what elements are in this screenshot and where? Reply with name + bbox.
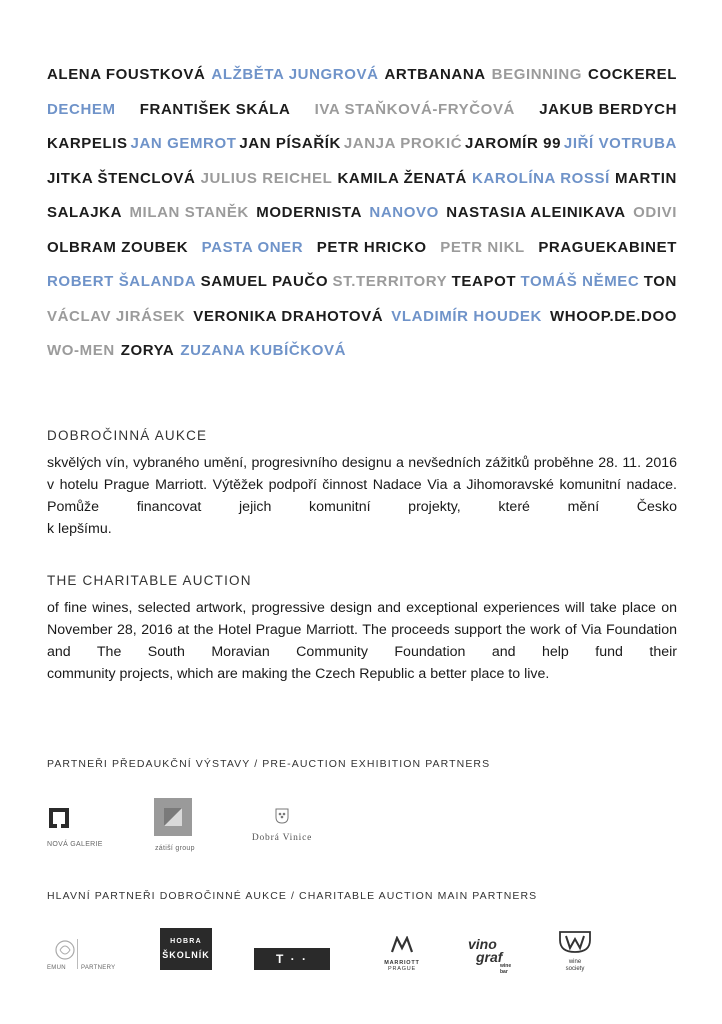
- artist-line: [47, 304, 677, 339]
- telekom-logo: [254, 948, 330, 970]
- wine-society-logo: [557, 930, 593, 973]
- artist-name: JAN PÍSAŘÍK: [239, 135, 341, 152]
- artist-name: KARPELIS: [47, 135, 128, 152]
- nova-galerie-logo: [47, 806, 103, 848]
- hobra-top-text: HOBRA: [170, 938, 202, 945]
- vinograf-bottom-text: graf: [476, 949, 503, 965]
- artist-name: WHOOP.DE.DOO: [550, 307, 677, 325]
- artist-name: JAN GEMROT: [130, 135, 237, 152]
- hobra-skolnik-logo: [160, 928, 212, 970]
- artist-line: [47, 131, 677, 166]
- english-section-title: THE CHARITABLE AUCTION: [47, 573, 252, 588]
- artist-line: [47, 200, 677, 235]
- artist-name: NANOVO: [369, 204, 439, 221]
- artist-name: ZUZANA KUBÍČKOVÁ: [180, 342, 347, 359]
- artist-name: VLADIMÍR HOUDEK: [391, 307, 542, 325]
- artist-line: [47, 62, 677, 97]
- telekom-mark-text: T · ·: [276, 952, 308, 966]
- zatisi-caption: zátiší group: [155, 845, 195, 852]
- artist-name: MILAN STANĚK: [129, 204, 249, 221]
- artist-name: PRAGUEKABINET: [538, 238, 677, 256]
- artist-name: TOMÁŠ NĚMEC: [520, 273, 640, 290]
- artist-name: JITKA ŠTENCLOVÁ: [47, 169, 196, 187]
- artist-name: TON: [643, 273, 677, 290]
- artist-name: KAMILA ŽENATÁ: [337, 169, 467, 187]
- nova-galerie-mark-icon: [47, 806, 71, 830]
- artist-name: NASTASIA ALEINIKAVA: [446, 204, 626, 221]
- artist-name: PETR HRICKO: [316, 238, 427, 256]
- artist-name: WO-MEN: [47, 342, 115, 359]
- english-paragraph-last: community projects, which are making the Czech Republic a better place to live.: [47, 666, 550, 682]
- artist-line: [47, 269, 677, 304]
- artist-name: PASTA ONER: [201, 238, 304, 256]
- wine-society-sub-caption: society: [565, 966, 585, 972]
- artist-name: ODIVI: [633, 204, 677, 221]
- czech-paragraph: [47, 452, 677, 540]
- english-paragraph: [47, 597, 677, 685]
- marriott-sub-caption: PRAGUE: [387, 966, 417, 972]
- zatisi-mark-icon: [154, 798, 192, 836]
- emun-partnery-caption: PARTNERY: [81, 965, 116, 971]
- english-paragraph-main: of fine wines, selected artwork, progressive design and exceptional experiences will take place on November 28, 2016 at the Hotel Prague Marriott. The proceeds support the work of Via Foundation and The South Moravian Community Foundation and help fund their: [47, 600, 677, 660]
- emun-crest-icon: [53, 938, 77, 962]
- emun-caption: EMUN: [47, 965, 66, 971]
- artist-name: ROBERT ŠALANDA: [47, 273, 197, 290]
- artist-name: DECHEM: [47, 100, 116, 118]
- artist-name: FRANTIŠEK SKÁLA: [139, 100, 291, 118]
- marriott-logo: [377, 936, 427, 972]
- artist-name: JAKUB BERDYCH: [539, 100, 677, 118]
- artist-name: ARTBANANA: [384, 66, 486, 83]
- emun-divider: [77, 939, 78, 969]
- artist-name: PETR NIKL: [440, 238, 525, 256]
- wine-society-w-icon: [558, 930, 592, 954]
- artist-name: BEGINNING: [491, 66, 583, 83]
- marriott-m-icon: [390, 936, 414, 954]
- marriott-caption: MARRIOTT: [384, 960, 420, 966]
- vinograf-logo: [468, 936, 518, 975]
- dobra-vinice-logo: [246, 808, 318, 843]
- artist-name: MARTIN: [615, 169, 677, 187]
- artist-line: [47, 235, 677, 270]
- artist-name: JANJA PROKIĆ: [343, 135, 463, 152]
- artist-line: [47, 97, 677, 132]
- artist-name: ZORYA: [120, 342, 175, 359]
- vinograf-sub-text: wine bar: [500, 963, 512, 975]
- artist-name: IVA STAŇKOVÁ-FRYČOVÁ: [314, 100, 515, 118]
- artist-name: ALŽBĚTA JUNGROVÁ: [211, 66, 379, 83]
- czech-paragraph-main: skvělých vín, vybraného umění, progresivního designu a nevšedních zážitků proběhne 28. 11. 2016 v hotelu Prague Marriott. Výtěžek podpoří činnost Nadace Via a Jihomoravské komunitní nadace. Pomůže financovat jejich komunitní projekty, které mění Česko: [47, 455, 677, 515]
- artist-name: COCKEREL: [588, 66, 677, 83]
- artist-name: TEAPOT: [451, 273, 517, 290]
- artist-name: JIŘÍ VOTRUBA: [563, 135, 677, 152]
- artist-name: JULIUS REICHEL: [200, 169, 333, 187]
- vinograf-top-text: vino: [468, 936, 497, 952]
- artist-name: VÁCLAV JIRÁSEK: [47, 307, 186, 325]
- artist-name: KAROLÍNA ROSSÍ: [472, 169, 610, 187]
- zatisi-logo: [154, 798, 195, 852]
- dobra-vinice-caption: Dobrá Vinice: [251, 833, 313, 843]
- artist-name: SALAJKA: [47, 204, 123, 221]
- artist-line: [47, 338, 677, 373]
- artist-name: ALENA FOUSTKOVÁ: [47, 66, 206, 83]
- artist-name: OLBRAM ZOUBEK: [47, 238, 189, 256]
- artist-name: ST.TERRITORY: [332, 273, 448, 290]
- artist-line: [47, 166, 677, 201]
- artist-name: JAROMÍR 99: [465, 135, 562, 152]
- wine-society-caption: wine: [568, 959, 582, 965]
- artist-name: MODERNISTA: [256, 204, 363, 221]
- grape-crest-icon: [275, 808, 289, 824]
- czech-section-title: DOBROČINNÁ AUKCE: [47, 428, 208, 443]
- artist-name: SAMUEL PAUČO: [200, 273, 329, 290]
- artist-name: VERONIKA DRAHOTOVÁ: [193, 307, 384, 325]
- main-partners-title: HLAVNÍ PARTNEŘI DOBROČINNÉ AUKCE / CHARITABLE AUCTION MAIN PARTNERS: [47, 890, 538, 902]
- czech-paragraph-last: k lepšímu.: [47, 521, 112, 537]
- exhibition-partners-title: PARTNEŘI PŘEDAUKČNÍ VÝSTAVY / PRE-AUCTION EXHIBITION PARTNERS: [47, 758, 491, 770]
- hobra-bottom-text: ŠKOLNÍK: [162, 950, 210, 960]
- artist-list: [47, 62, 677, 373]
- nova-galerie-caption: NOVÁ GALERIE: [47, 841, 103, 848]
